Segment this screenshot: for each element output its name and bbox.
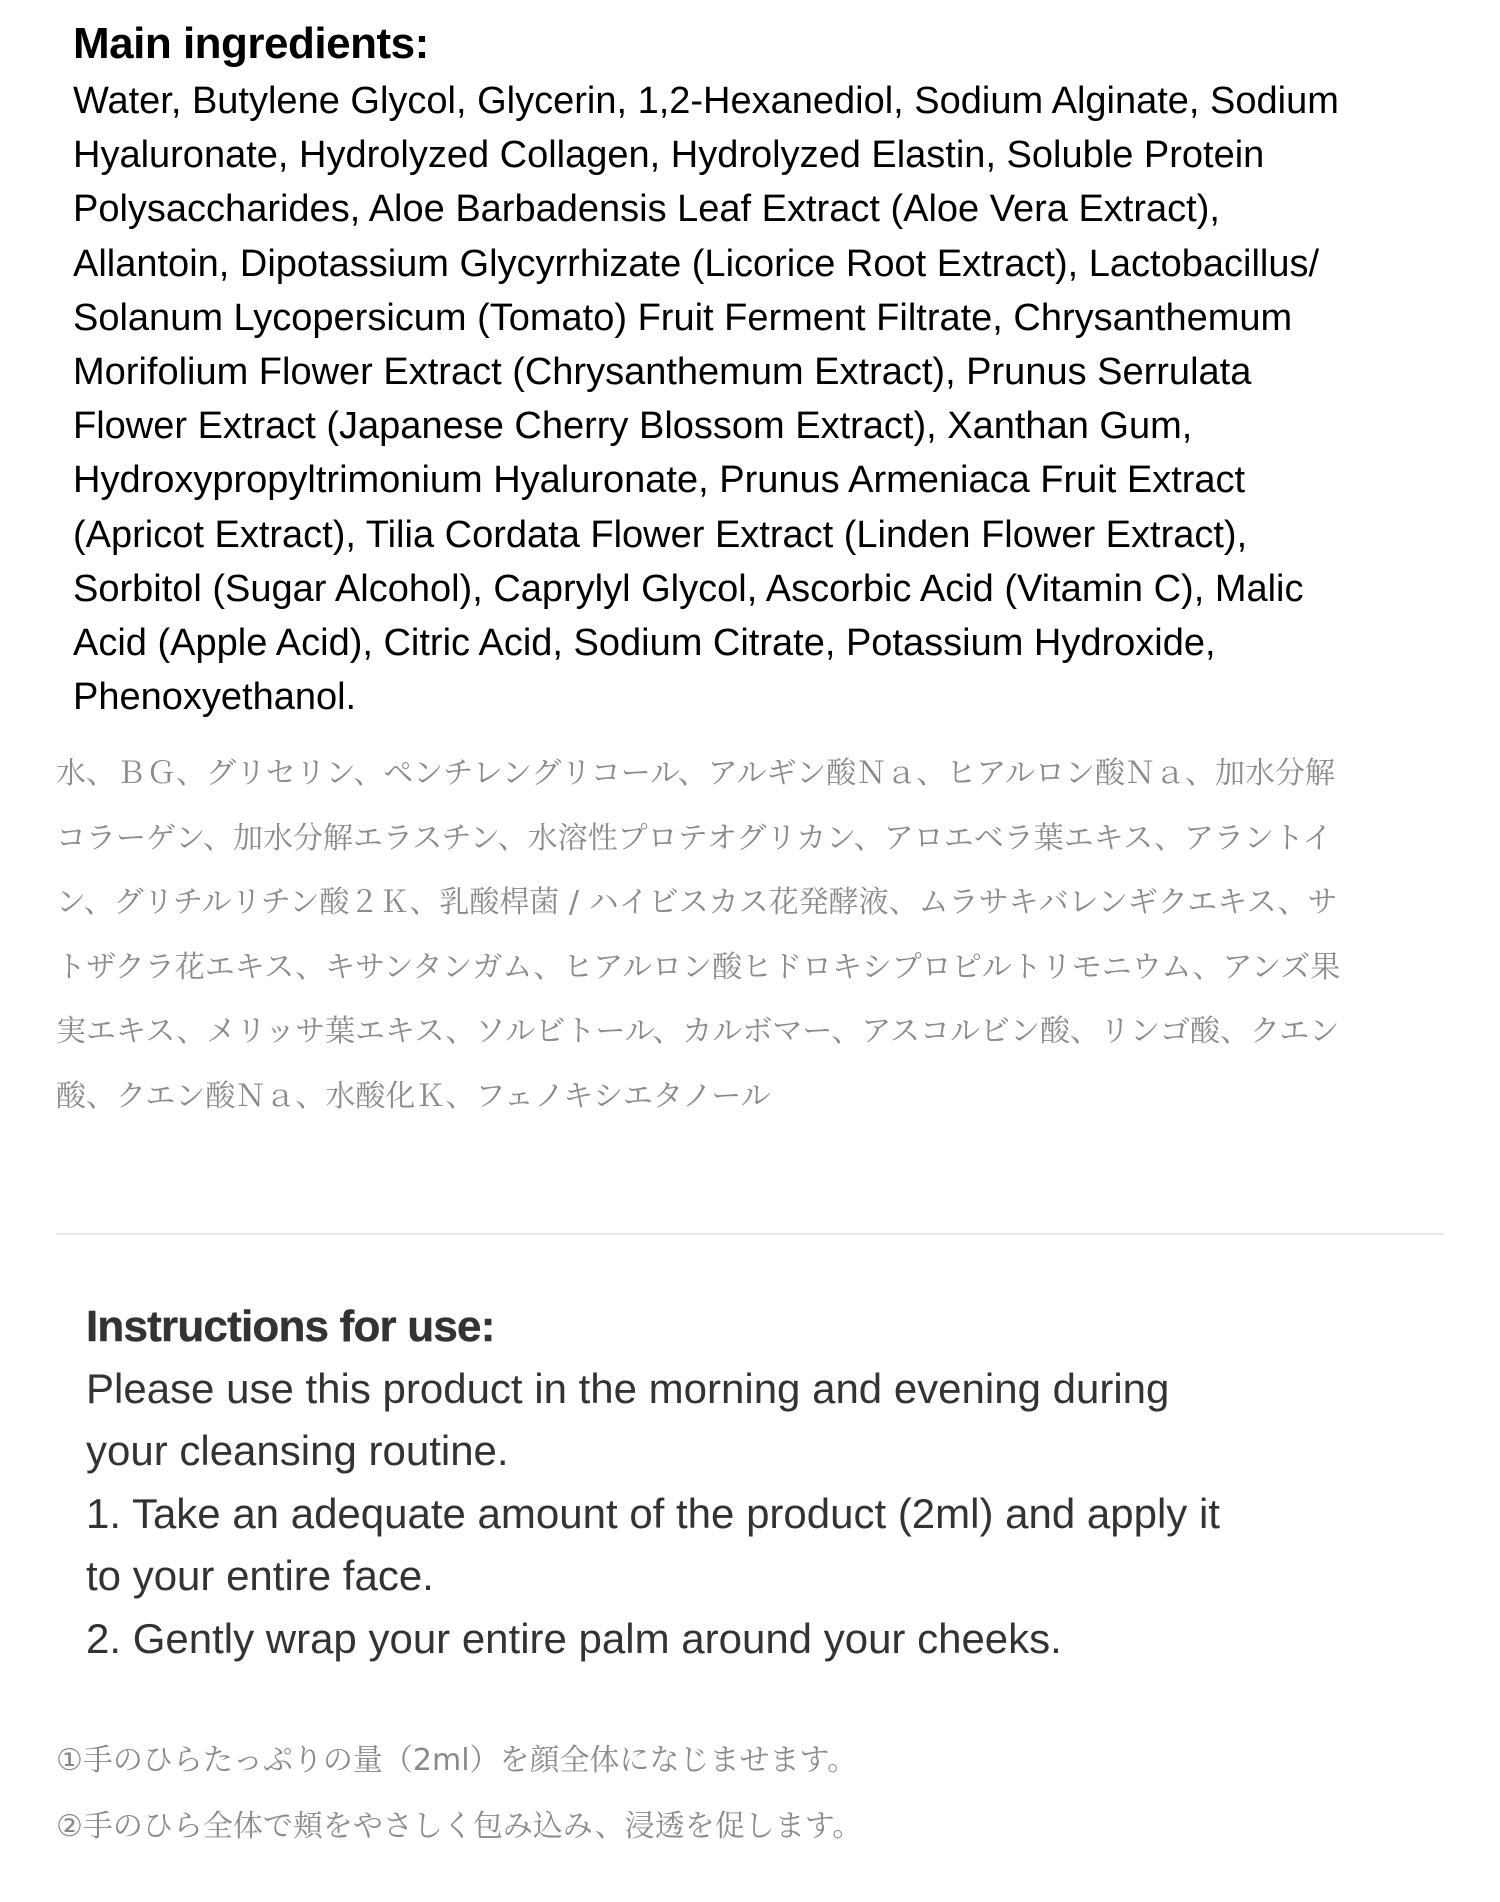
instructions-title: Instructions for use: bbox=[86, 1302, 495, 1351]
japanese-step-1: ①手のひらたっぷりの量（2ml）を顔全体になじませます。 bbox=[56, 1743, 858, 1778]
main-ingredients-list: Water, Butylene Glycol, Glycerin, 1,2-Hexanediol, Sodium Alginate, Sodium Hyaluronate, Hydrolyzed Collagen, Hydrolyzed Elastin, Soluble Protein Polysaccharides, Aloe Barbadensis Leaf Extract (Aloe Vera Extract), Allantoin, Dipotassium Glycyrrhizate (Licorice Root Extract), Lactobacillus/ Solanum Lycopersicum (Tomato) Fruit Ferment Filtrate, Chrysanthemum Morifolium Flower Extract (Chrysanthemum Extract), Prunus Serrulata Flower Extract (Japanese Cherry Blossom Extract), Xanthan Gum, Hydroxypropyltrimonium Hyaluronate, Prunus Armeniaca Fruit Extract (Apricot Extract), Tilia Cordata Flower Extract (Linden Flower Extract), Sorbitol (Sugar Alcohol), Caprylyl Glycol, Ascorbic Acid (Vitamin C), Malic Acid (Apple Acid), Citric Acid, Sodium Citrate, Potassium Hydroxide, Phenoxyethanol. bbox=[73, 80, 1339, 719]
main-ingredients-title: Main ingredients: bbox=[73, 19, 429, 68]
instructions-section bbox=[86, 1296, 1436, 1670]
japanese-instructions bbox=[56, 1728, 1456, 1860]
japanese-ingredients-list: 水、ＢＧ、グリセリン、ペンチレングリコール、アルギン酸Ｎａ、ヒアルロン酸Ｎａ、加水分解 コラーゲン、加水分解エラスチン、水溶性プロテオグリカン、アロエベラ葉エキス、アラントイ ン、グリチルリチン酸２Ｋ、乳酸桿菌 / ハイビスカス花発酵液、ムラサキバレンギクエキス、サ トザクラ花エキス、キサンタンガム、ヒアルロン酸ヒドロキシプロピルトリモニウム、アンズ果 実エキス、メリッサ葉エキス、ソルビトール、カルボマー、アスコルビン酸、リンゴ酸、クエン 酸、クエン酸Ｎａ、水酸化Ｋ、フェノキシエタノール bbox=[56, 756, 1341, 1114]
japanese-step-2: ②手のひら全体で頬をやさしく包み込み、浸透を促します。 bbox=[56, 1809, 863, 1844]
section-divider bbox=[56, 1233, 1444, 1235]
main-ingredients-section bbox=[73, 14, 1423, 724]
instructions-text: Please use this product in the morning and evening during your cleansing routine. 1. Take an adequate amount of the product (2ml) and apply it to your entire face. 2. Gently wrap your entire palm around your cheeks. bbox=[86, 1365, 1220, 1662]
